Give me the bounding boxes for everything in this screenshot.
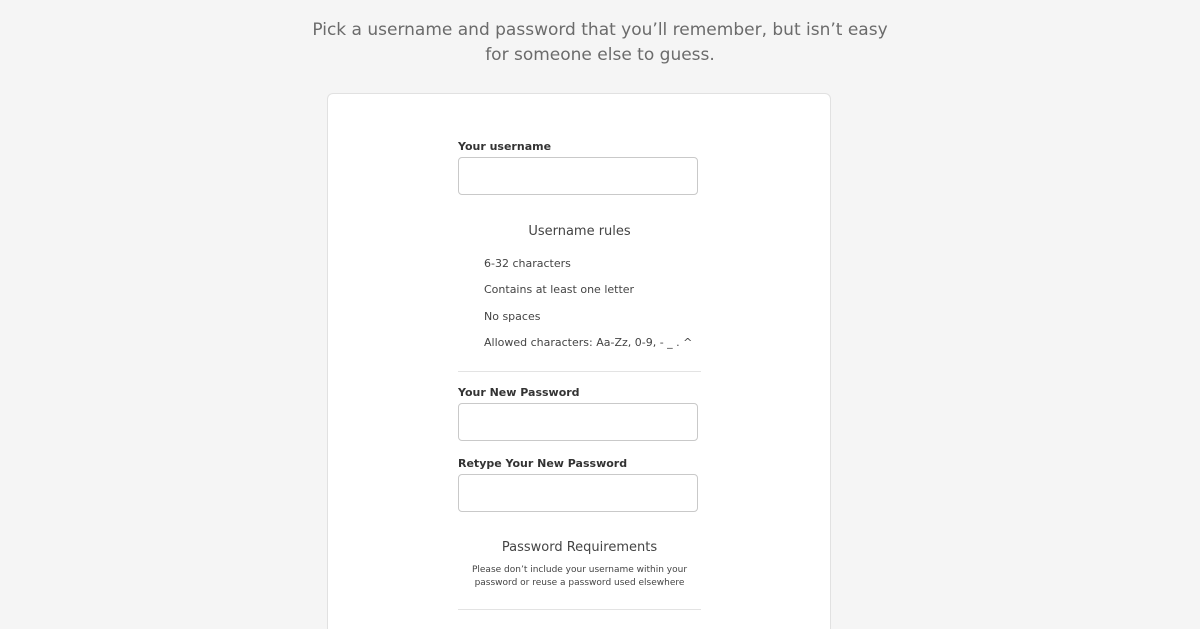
intro-text: Pick a username and password that you’ll remember, but isn’t easy for someone else to guess.: [312, 20, 888, 65]
retype-password-input[interactable]: [458, 474, 698, 512]
password-requirements-title: Password Requirements: [501, 540, 658, 555]
new-password-input[interactable]: [458, 403, 698, 441]
password-requirements-text: Please don’t include your username within your password or reuse a password used elsewhere: [471, 565, 688, 588]
rule-length: 6-32 characters: [484, 257, 571, 270]
rule-allowed-characters: Allowed characters: Aa-Zz, 0-9, - _ . ^: [484, 335, 693, 349]
section-divider: [458, 371, 701, 372]
username-input[interactable]: [458, 157, 698, 195]
retype-password-label: Retype Your New Password: [458, 457, 628, 470]
rule-letter: Contains at least one letter: [484, 283, 635, 297]
credentials-card: [327, 93, 831, 629]
username-rules-list: [484, 257, 692, 362]
username-label: Your username: [458, 140, 552, 153]
section-divider-bottom: [458, 609, 701, 610]
new-password-label: Your New Password: [458, 386, 580, 399]
username-rules-title: Username rules: [528, 224, 631, 239]
rule-no-spaces: No spaces: [484, 309, 541, 323]
